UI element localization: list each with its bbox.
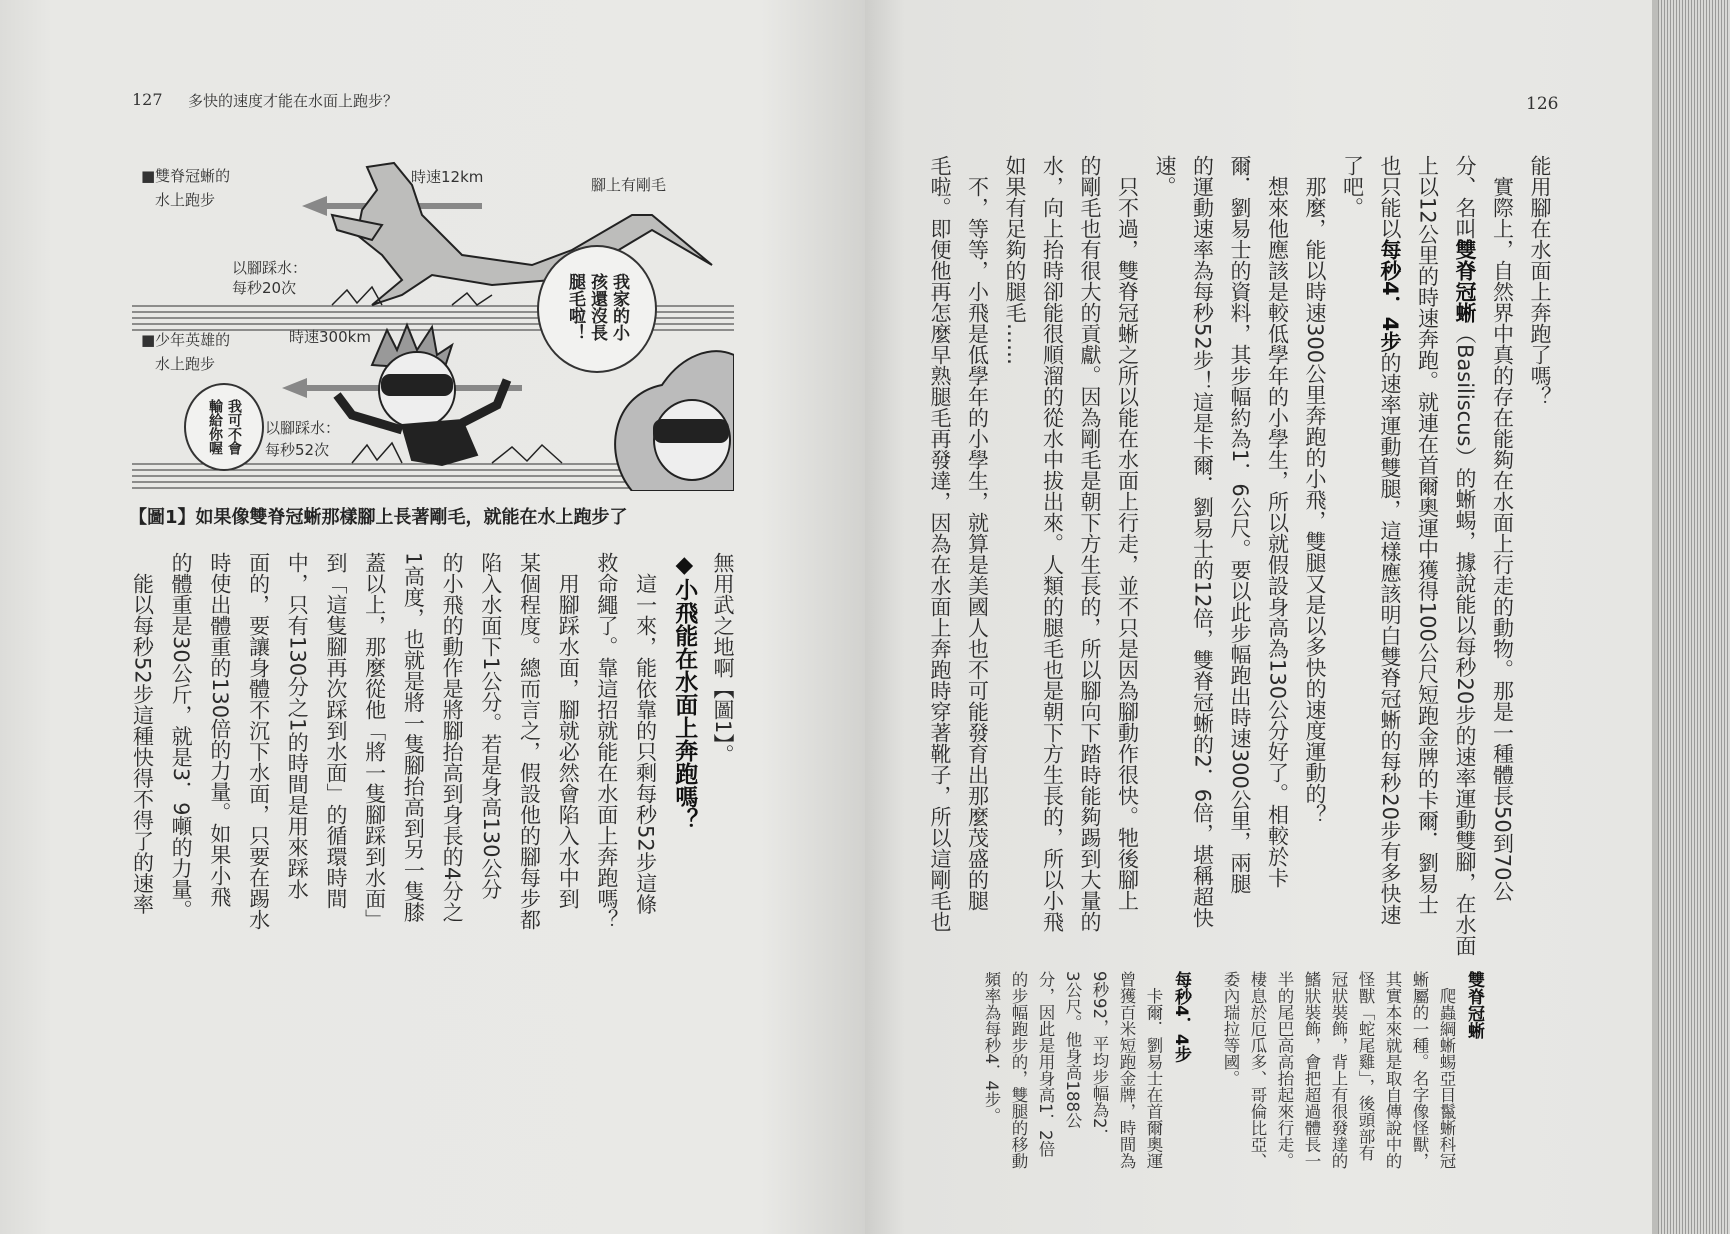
note-line: 冠狀裝飾，背上有很發達的	[1329, 971, 1348, 1169]
text-column: 中，只有130分之1的時間是用來踩水	[285, 552, 310, 900]
text-column	[1371, 155, 1409, 945]
bold-term: 每秒4．4步	[1378, 239, 1402, 353]
text-column: 無用武之地啊【圖1】。	[711, 552, 735, 765]
figure-caption: 【圖1】如果像雙脊冠蜥那樣腳上長著剛毛，就能在水上跑步了	[129, 507, 628, 528]
text-column: 爾．劉易士的資料，其步幅約為1．6公尺。要以此步幅跑出時速300公里，兩腿	[1228, 155, 1252, 894]
note-line: 委內瑞拉等國。	[1221, 971, 1240, 1087]
text-column: 上以12公里的時速奔跑。就連在首爾奧運中獲得100公尺短跑金牌的卡爾．劉易士	[1415, 155, 1440, 915]
text-column: 用腳踩水面，腳就必然會陷入水中到	[556, 552, 581, 909]
note-line: 9秒92，平均步幅為2．	[1090, 971, 1109, 1145]
text-column: 救命繩了。靠這招就能在水面上奔跑嗎？	[594, 552, 619, 930]
hero-steps-label: 以腳踩水：	[265, 419, 341, 437]
page-edge-stack	[1652, 0, 1730, 1234]
text-column	[1446, 155, 1484, 957]
right-page-body-text	[921, 155, 1559, 957]
note-line: 爬蟲綱蜥蜴亞目鬣蜥科冠	[1437, 971, 1456, 1169]
text-segment: 也只能以	[1378, 155, 1402, 239]
text-column: 速。	[1153, 155, 1177, 197]
note-line: 蜥屬的一種。名字像怪獸，	[1410, 971, 1429, 1169]
note-line: 卡爾．劉易士在首爾奧運	[1144, 971, 1163, 1169]
bristle-label: 腳上有剛毛	[591, 176, 667, 194]
note-title: 每秒4．4步	[1171, 971, 1191, 1063]
mother-speech-text: 我家的小孩還沒長腿毛啦！	[565, 273, 629, 341]
lizard-steps-label: 以腳踩水：	[232, 259, 308, 277]
text-column: 能以每秒52步這種快得不得了的速率	[130, 552, 155, 915]
note-line: 棲息於厄瓜多、哥倫比亞、	[1248, 971, 1267, 1169]
text-column: 實際上，自然界中真的存在能夠在水面上行走的動物。那是一種體長50到70公	[1490, 155, 1515, 902]
text-column: 蓋以上，那麼從他「將一隻腳踩到水面」	[362, 552, 387, 930]
running-title: 多快的速度才能在水面上跑步？	[188, 92, 399, 110]
text-column: 這一來，能依靠的只剩每秒52步這條	[633, 552, 658, 915]
note-title: 雙脊冠蜥	[1464, 971, 1484, 1039]
hero-speed-label: 時速300km	[289, 328, 371, 346]
text-column: 陷入水面下1公分。若是身高130公分	[478, 552, 503, 900]
right-page	[865, 0, 1655, 1234]
left-page-body-text	[123, 552, 742, 952]
hero-speech-bubble	[184, 383, 264, 471]
note-line: 頻率為每秒4．4步。	[982, 971, 1001, 1124]
note-line: 其實本來就是取自傳說中的	[1383, 971, 1402, 1169]
section-heading: ◆小飛能在水面上奔跑嗎？	[671, 552, 698, 831]
hero-steps-count: 每秒52次	[265, 441, 330, 459]
text-column: 毛啦。即便他再怎麼早熟腿毛再發達，因為在水面上奔跑時穿著靴子，所以這剛毛也	[928, 155, 952, 932]
note-line: 怪獸「蛇尾雞」，後頭部有	[1356, 971, 1375, 1161]
text-segment: 分、名叫	[1453, 155, 1477, 239]
text-column: 那麼，能以時速300公里奔跑的小飛，雙腿又是以多快的速度運動的？	[1303, 155, 1327, 826]
text-column: 時使出體重的130倍的力量。如果小飛	[207, 552, 232, 908]
hero-label: ■少年英雄的	[141, 331, 231, 349]
side-note-basilisk	[1217, 971, 1487, 1201]
hero-label-line2: 水上跑步	[155, 355, 216, 373]
text-column: 面的，要讓身體不沉下水面，只要在踢水	[246, 552, 271, 930]
text-column: 只不過，雙脊冠蜥之所以能在水面上行走，並不只是因為腳動作很快。牠後腳上	[1115, 155, 1140, 911]
lizard-label-line2: 水上跑步	[155, 191, 216, 209]
note-line: 的步幅跑步的，雙腿的移動	[1009, 971, 1028, 1169]
text-column: 到「這隻腳再次踩到水面」的循環時間	[323, 552, 348, 909]
text-segment: （Basiliscus）的蜥蜴，據說能以每秒20步的速率運動雙腳，在水面	[1453, 323, 1477, 957]
mother-speech-bubble	[537, 245, 657, 373]
text-column: 的運動速率為每秒52步！這是卡爾．劉易士的12倍，雙脊冠蜥的2．6倍，堪稱超快	[1190, 155, 1215, 929]
note-line: 半的尾巴高高抬起來行走。	[1275, 971, 1294, 1169]
text-column: 某個程度。總而言之，假設他的腳每步都	[517, 552, 542, 930]
lizard-steps-count: 每秒20次	[232, 279, 297, 297]
text-column: 的體重是30公斤，就是3．9噸的力量。	[169, 552, 194, 921]
text-column: 了吧。	[1340, 155, 1365, 218]
page-number: 126	[1526, 94, 1559, 114]
text-column: 水，向上抬時卻能很順溜的從水中拔出來。人類的腿毛也是朝下方生長的，所以小飛	[1040, 155, 1065, 932]
note-line: 鰭狀裝飾，會把超過體長一	[1302, 971, 1321, 1169]
lizard-speed-label: 時速12km	[411, 168, 484, 186]
mother-drawing	[615, 351, 734, 491]
note-line: 3公尺。他身高188公	[1063, 971, 1082, 1129]
text-column: 想來他應該是較低學年的小學生，所以就假設身高為130公分好了。相較於卡	[1265, 155, 1290, 889]
note-line: 曾獲百米短跑金牌，時間為	[1117, 971, 1136, 1169]
text-column: 如果有足夠的腿毛……	[1003, 155, 1027, 365]
bold-term: 雙脊冠蜥	[1453, 239, 1477, 323]
figure-1-illustration	[132, 155, 734, 491]
page-number: 127	[132, 90, 163, 109]
text-column: 不，等等，小飛是低學年的小學生，就算是美國人也不可能發育出那麼茂盛的腿	[965, 155, 990, 911]
side-note-steps-per-second	[978, 971, 1194, 1201]
lizard-label: ■雙脊冠蜥的	[141, 167, 231, 185]
text-segment: 的速率運動雙腿，這樣應該明白雙脊冠蜥的每秒20步有多快速	[1378, 352, 1402, 925]
text-column: 的小飛的動作是將腳抬高到身長的4分之	[440, 552, 465, 923]
text-column: 能用腳在水面上奔跑了嗎？	[1528, 155, 1552, 407]
hero-speech-text: 我可不會輸給你喔	[207, 399, 242, 455]
text-column: 1高度，也就是將一隻腳抬高到另一隻膝	[401, 552, 426, 923]
note-line: 分，因此是用身高1．2倍	[1036, 971, 1055, 1157]
text-column: 的剛毛也有很大的貢獻。因為剛毛是朝下方生長的，所以腳向下踏時能夠踢到大量的	[1078, 155, 1102, 932]
